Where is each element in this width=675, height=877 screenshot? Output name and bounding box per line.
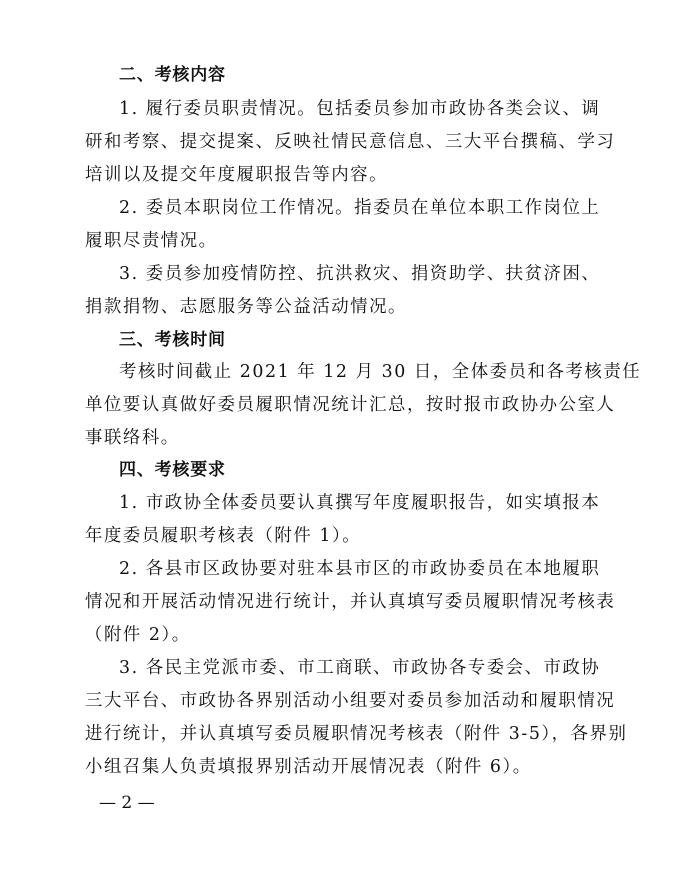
- paragraph-line: 研和考察、提交提案、反映社情民意信息、三大平台撰稿、学习: [85, 132, 616, 152]
- paragraph-line: 三大平台、市政协各界别活动小组要对委员参加活动和履职情况: [85, 691, 616, 711]
- section-heading-time: 三、考核时间: [119, 330, 226, 350]
- paragraph-line: 1. 市政协全体委员要认真撰写年度履职报告，如实填报本: [119, 493, 601, 513]
- paragraph-line: 培训以及提交年度履职报告等内容。: [85, 165, 389, 185]
- paragraph-line: 进行统计，并认真填写委员履职情况考核表（附件 3-5），各界别: [85, 724, 628, 744]
- section-heading-content: 二、考核内容: [119, 65, 226, 85]
- paragraph-line: 考核时间截止 2021 年 12 月 30 日，全体委员和各考核责任: [119, 362, 642, 382]
- paragraph-line: 单位要认真做好委员履职情况统计汇总，按时报市政协办公室人: [85, 395, 616, 415]
- section-heading-requirements: 四、考核要求: [119, 460, 226, 480]
- paragraph-line: 履职尽责情况。: [85, 231, 218, 251]
- paragraph-line: （附件 2）。: [85, 625, 191, 645]
- paragraph-line: 年度委员履职考核表（附件 1）。: [85, 526, 362, 546]
- paragraph-line: 3. 委员参加疫情防控、抗洪救灾、捐资助学、扶贫济困、: [119, 264, 601, 284]
- paragraph-line: 2. 委员本职岗位工作情况。指委员在单位本职工作岗位上: [119, 198, 601, 218]
- paragraph-line: 3. 各民主党派市委、市工商联、市政协各专委会、市政协: [119, 658, 601, 678]
- paragraph-line: 情况和开展活动情况进行统计，并认真填写委员履职情况考核表: [85, 592, 616, 612]
- paragraph-line: 捐款捐物、志愿服务等公益活动情况。: [85, 297, 407, 317]
- paragraph-line: 1. 履行委员职责情况。包括委员参加市政协各类会议、调: [119, 99, 601, 119]
- paragraph-line: 事联络科。: [85, 428, 180, 448]
- paragraph-line: 小组召集人负责填报界别活动开展情况表（附件 6）。: [85, 757, 532, 777]
- paragraph-line: 2. 各县市区政协要对驻本县市区的市政协委员在本地履职: [119, 559, 601, 579]
- page-number: — 2 —: [99, 793, 155, 813]
